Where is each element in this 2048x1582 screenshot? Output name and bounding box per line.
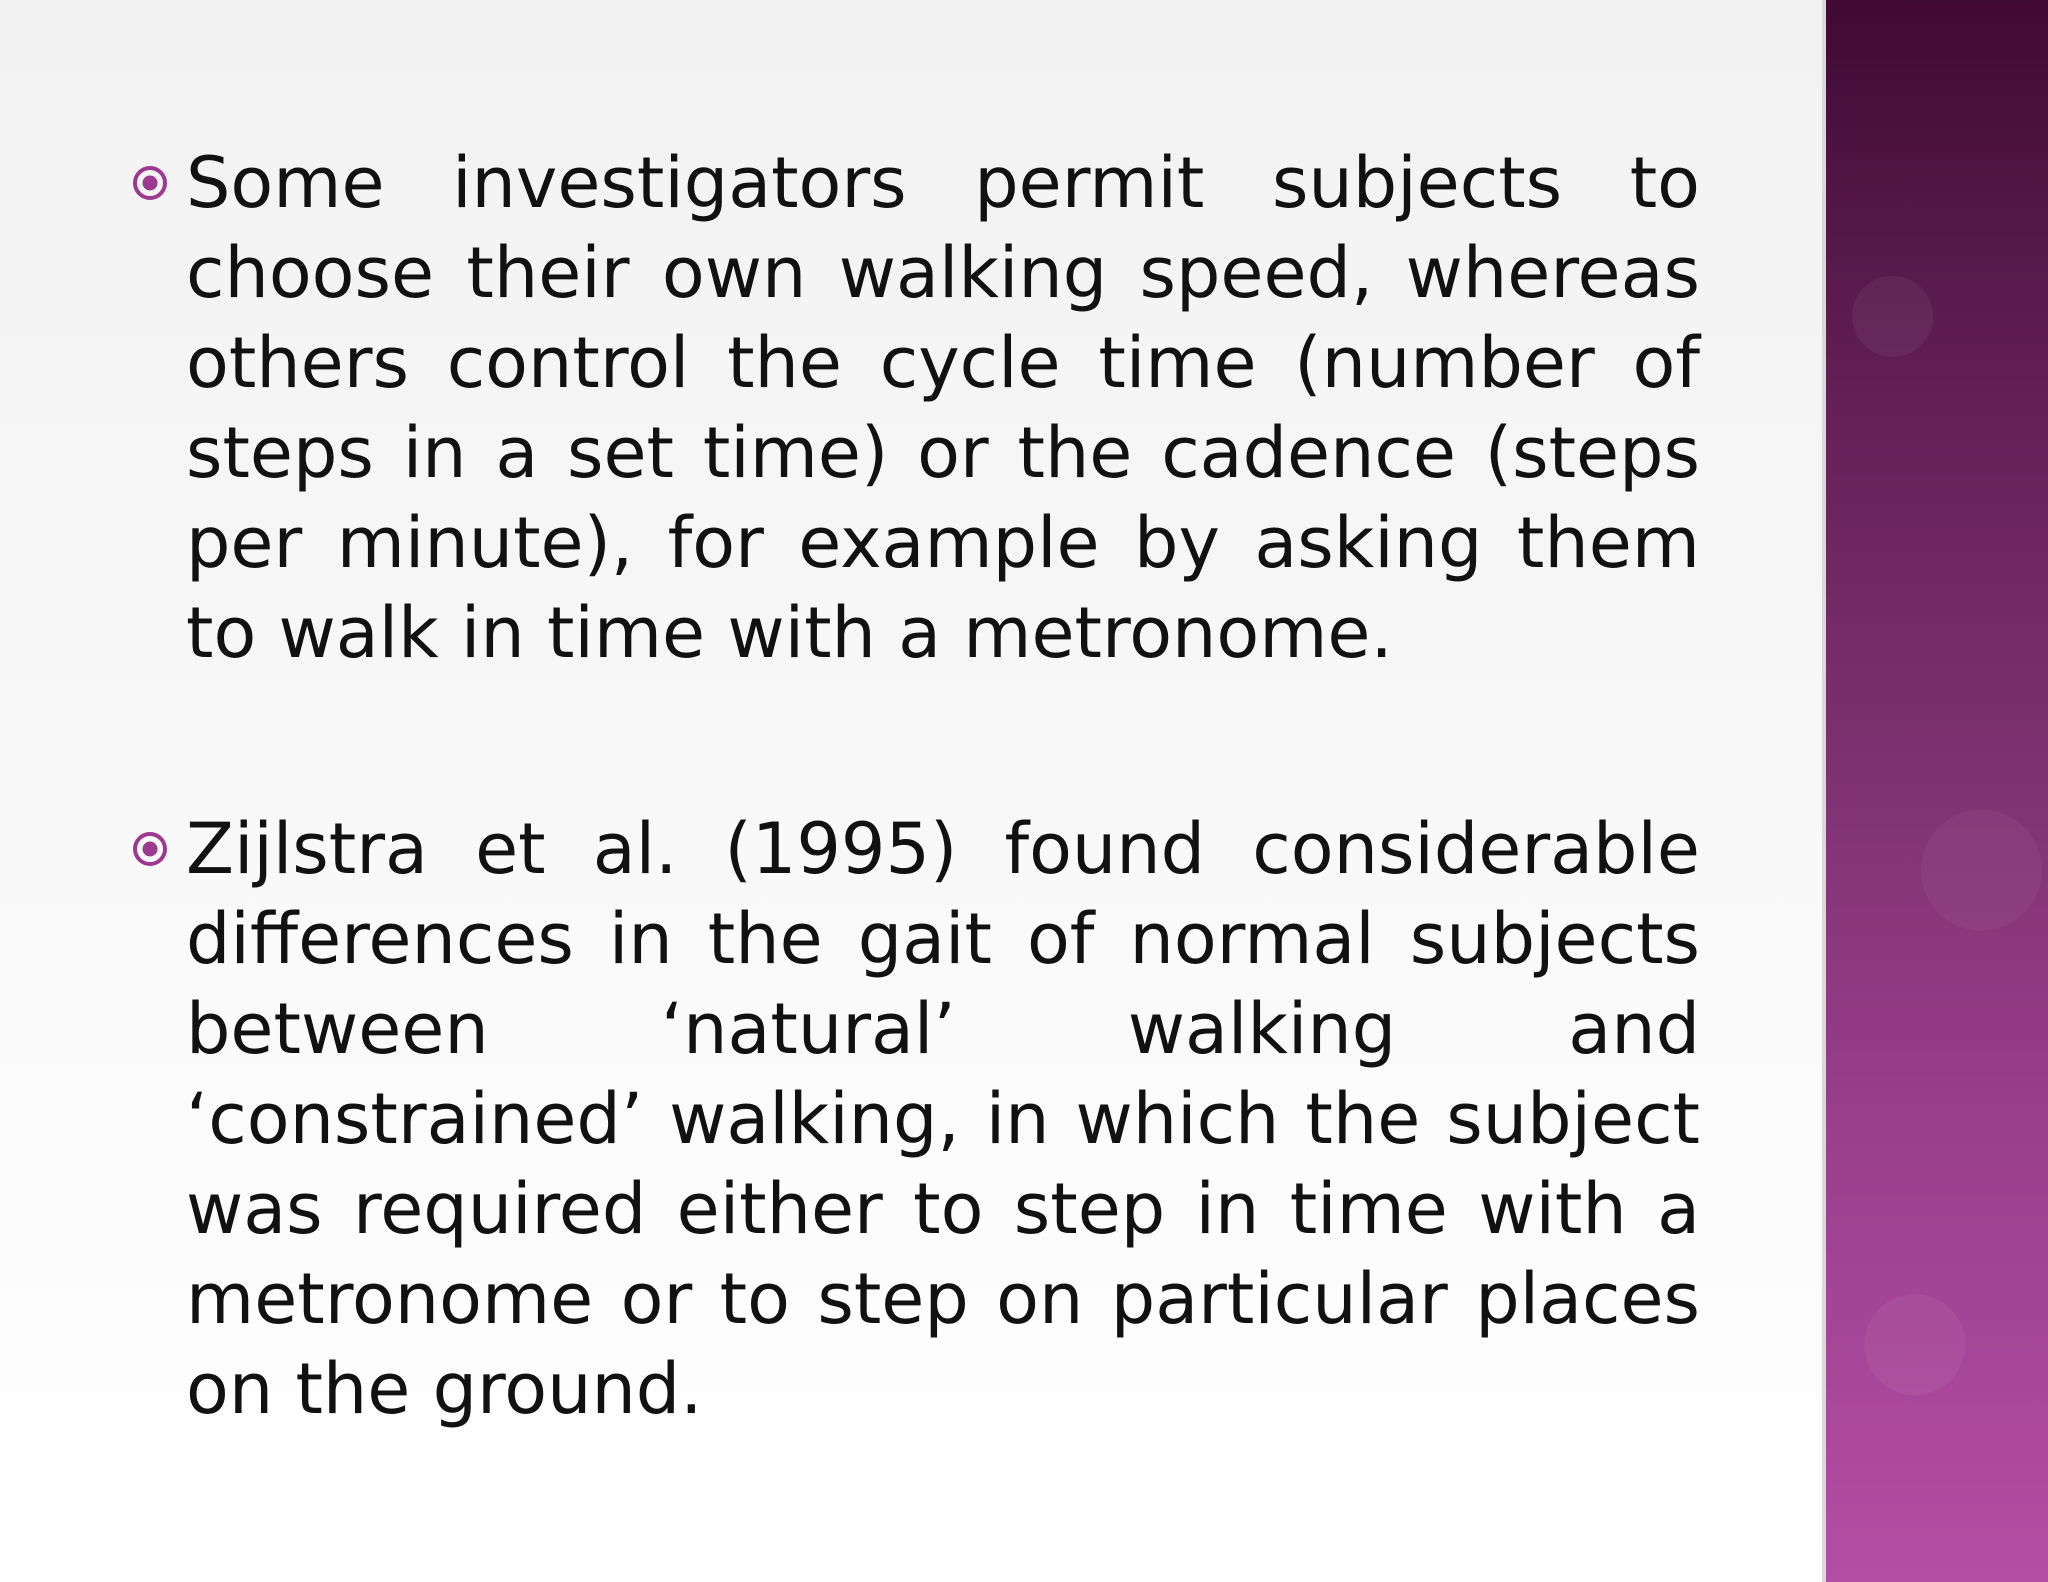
decorative-side-band <box>1826 0 2048 1582</box>
bullet-text: Some investigators permit subjects to choose their own walking speed, whereas others control the cycle time (number of steps in a set time) or the cadence (steps per minute), for example by asking them to walk in time with a metronome. <box>186 142 1700 674</box>
bullet-item <box>130 138 1700 678</box>
circled-dot-icon <box>130 138 186 228</box>
bullet-list <box>130 138 1700 1560</box>
circled-dot-icon <box>130 804 186 894</box>
bullet-item <box>130 804 1700 1434</box>
bullet-text: Zijlstra et al. (1995) found considerable differences in the gait of normal subjects between ‘natural’ walking and ‘constrained’ walking, in which the subject was required either to step in time with a metronome or to step on particular places on the ground. <box>186 808 1700 1430</box>
